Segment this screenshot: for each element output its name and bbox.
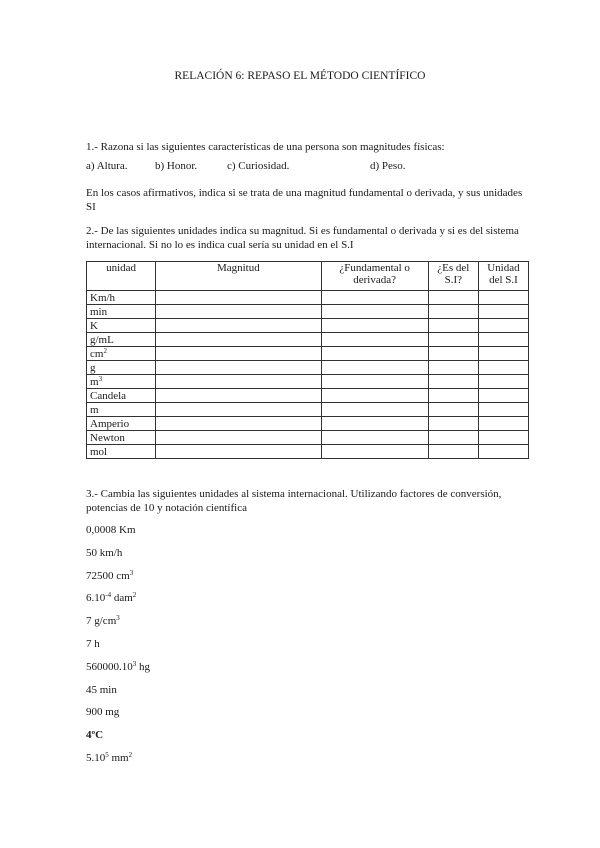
- answer-cell[interactable]: [428, 375, 478, 389]
- answer-cell[interactable]: [321, 431, 428, 445]
- list-item: $6.10^{-4}$ dam$^2$: [86, 591, 137, 605]
- list-item: 560000.10$^3$ hg: [86, 659, 150, 673]
- table-row: [87, 417, 529, 431]
- question-1-text: 1.- Razona si las siguientes características de una persona son magnitudes físicas:: [86, 141, 445, 153]
- answer-cell[interactable]: [428, 347, 478, 361]
- unit-cell: Candela: [87, 389, 156, 403]
- list-item: 900 mg: [86, 706, 120, 719]
- unit-cell: $cm^2$: [87, 347, 156, 361]
- answer-cell[interactable]: [428, 305, 478, 319]
- table-row: [87, 431, 529, 445]
- unit-cell: Amperio: [87, 417, 156, 431]
- table-row: [87, 305, 529, 319]
- answer-cell[interactable]: [478, 417, 528, 431]
- answer-cell[interactable]: [156, 445, 321, 459]
- option-d: d) Peso.: [370, 160, 406, 172]
- answer-cell[interactable]: [321, 319, 428, 333]
- units-table-body: [87, 291, 529, 459]
- answer-cell[interactable]: [478, 361, 528, 375]
- answer-cell[interactable]: [478, 445, 528, 459]
- answer-cell[interactable]: [156, 291, 321, 305]
- answer-cell[interactable]: [156, 319, 321, 333]
- conversion-list: [86, 523, 150, 774]
- answer-cell[interactable]: [156, 347, 321, 361]
- answer-cell[interactable]: [478, 347, 528, 361]
- answer-cell[interactable]: [478, 403, 528, 417]
- table-row: [87, 403, 529, 417]
- page-title: RELACIÓN 6: REPASO EL MÉTODO CIENTÍFICO: [174, 70, 426, 82]
- answer-cell[interactable]: [156, 389, 321, 403]
- question-3-text: 3.- Cambia las siguientes unidades al sistema internacional. Utilizando factores de conversión, potencias de 10 y notación científica: [86, 488, 502, 514]
- list-item: 4ºC: [86, 729, 104, 742]
- unit-cell: $m^3$: [87, 375, 156, 389]
- unit-cell: Km/h: [87, 291, 156, 305]
- list-item: 5.10$^5$ $mm^2$: [86, 750, 133, 764]
- list-item: 45 min: [86, 683, 117, 696]
- answer-cell[interactable]: [321, 347, 428, 361]
- list-item: 7 h: [86, 637, 100, 650]
- answer-cell[interactable]: [428, 389, 478, 403]
- list-item: 7 $g/cm^3$: [86, 614, 120, 628]
- list-item: 0,0008 Km: [86, 524, 136, 536]
- answer-cell[interactable]: [478, 389, 528, 403]
- answer-cell[interactable]: [428, 431, 478, 445]
- option-c: c) Curiosidad.: [227, 160, 290, 172]
- answer-cell[interactable]: [321, 333, 428, 347]
- answer-cell[interactable]: [321, 417, 428, 431]
- unit-cell: mol: [87, 445, 156, 459]
- answer-cell[interactable]: [428, 417, 478, 431]
- answer-cell[interactable]: [478, 431, 528, 445]
- answer-cell[interactable]: [156, 431, 321, 445]
- unit-exponent: 2: [103, 346, 107, 355]
- header-unidad: unidad: [87, 262, 156, 291]
- unit-cell: K: [87, 319, 156, 333]
- answer-cell[interactable]: [478, 333, 528, 347]
- answer-cell[interactable]: [428, 403, 478, 417]
- header-es-si: ¿Es del S.I?: [428, 262, 478, 291]
- answer-cell[interactable]: [428, 319, 478, 333]
- answer-cell[interactable]: [428, 333, 478, 347]
- unit-cell: g/mL: [87, 333, 156, 347]
- question-2-text: 2.- De las siguientes unidades indica su magnitud. Si es fundamental o derivada y si es del sistema internacional. Si no lo es indica cual sería su unidad en el S.I: [86, 225, 519, 251]
- answer-cell[interactable]: [321, 375, 428, 389]
- table-row: [87, 361, 529, 375]
- table-row: [87, 389, 529, 403]
- table-row: [87, 291, 529, 305]
- question-1-followup: En los casos afirmativos, indica si se trata de una magnitud fundamental o derivada, y sus unidades SI: [86, 187, 523, 213]
- list-item: 72500 $cm^3$: [86, 568, 134, 582]
- header-magnitud: Magnitud: [156, 262, 321, 291]
- answer-cell[interactable]: [321, 291, 428, 305]
- answer-cell[interactable]: [478, 319, 528, 333]
- question-1-options: [86, 160, 526, 174]
- table-header-row: [87, 262, 529, 291]
- answer-cell[interactable]: [321, 389, 428, 403]
- option-a: a) Altura.: [86, 160, 128, 172]
- answer-cell[interactable]: [478, 305, 528, 319]
- answer-cell[interactable]: [321, 361, 428, 375]
- answer-cell[interactable]: [478, 375, 528, 389]
- unit-cell: min: [87, 305, 156, 319]
- unit-exponent: 3: [98, 374, 103, 383]
- answer-cell[interactable]: [156, 417, 321, 431]
- header-fundamental: ¿Fundamental o derivada?: [321, 262, 428, 291]
- option-b: b) Honor.: [155, 160, 198, 172]
- answer-cell[interactable]: [428, 445, 478, 459]
- answer-cell[interactable]: [428, 291, 478, 305]
- answer-cell[interactable]: [156, 305, 321, 319]
- table-row: [87, 319, 529, 333]
- answer-cell[interactable]: [156, 361, 321, 375]
- answer-cell[interactable]: [321, 445, 428, 459]
- table-row: [87, 375, 529, 389]
- answer-cell[interactable]: [156, 403, 321, 417]
- unit-cell: g: [87, 361, 156, 375]
- answer-cell[interactable]: [321, 403, 428, 417]
- table-row: [87, 347, 529, 361]
- table-row: [87, 333, 529, 347]
- unit-cell: Newton: [87, 431, 156, 445]
- table-row: [87, 445, 529, 459]
- answer-cell[interactable]: [156, 333, 321, 347]
- answer-cell[interactable]: [156, 375, 321, 389]
- answer-cell[interactable]: [321, 305, 428, 319]
- header-unidad-si: Unidad del S.I: [478, 262, 528, 291]
- units-table: [86, 261, 529, 459]
- unit-cell: m: [87, 403, 156, 417]
- answer-cell[interactable]: [478, 291, 528, 305]
- list-item: 50 km/h: [86, 546, 123, 559]
- answer-cell[interactable]: [428, 361, 478, 375]
